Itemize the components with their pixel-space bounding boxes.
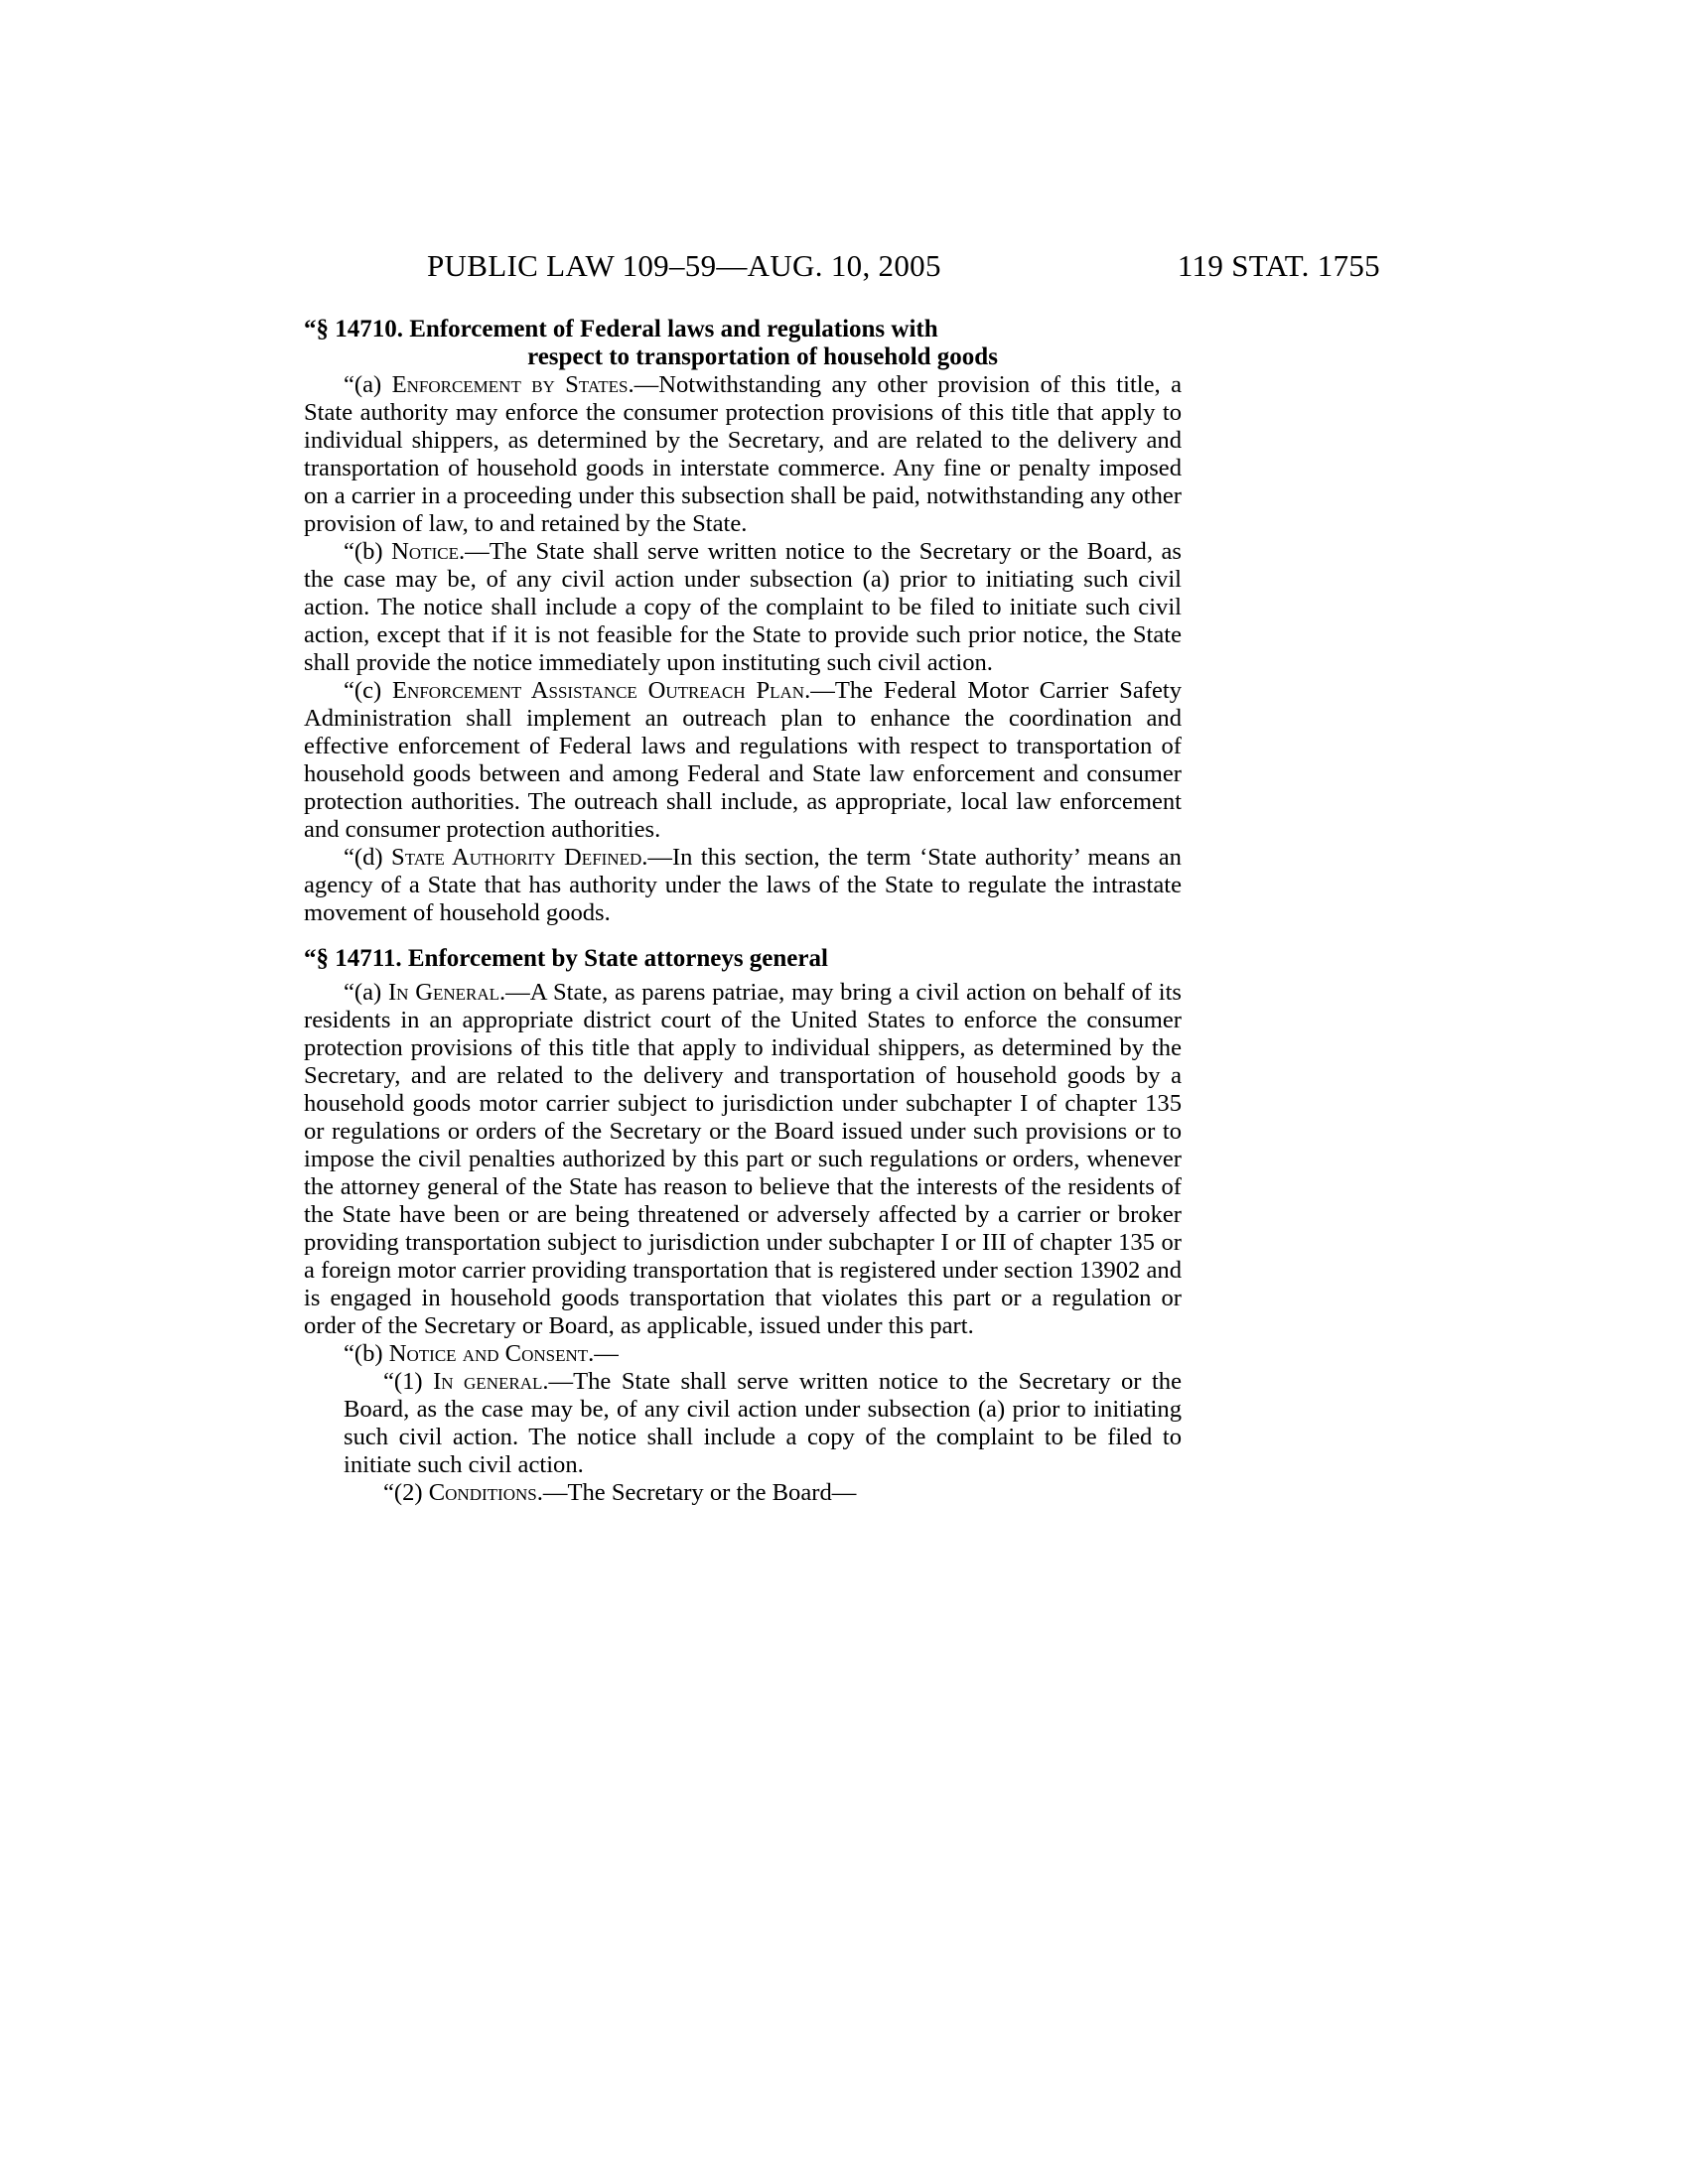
subsection-caption: In General xyxy=(387,979,500,1006)
section-14711-heading: “§ 14711. Enforcement by State attorneys general xyxy=(304,945,828,972)
section-14711-subsection-a xyxy=(304,979,1182,1340)
subsection-caption: Enforcement Assistance Outreach Plan xyxy=(392,677,805,704)
subsection-text: .—In this section, the term ‘State authority’ means an agency of a State that has authority under the laws of the State to regulate the intrastate movement of household goods. xyxy=(304,844,1182,926)
subsection-label: “(a) xyxy=(344,979,388,1006)
running-head: PUBLIC LAW 109–59—AUG. 10, 2005 xyxy=(427,248,941,283)
section-14710-heading-line1: “§ 14710. Enforcement of Federal laws and regulations with xyxy=(304,316,938,342)
subsection-text: .—A State, as parens patriae, may bring a civil action on behalf of its residents in an appropriate district court of the United States to enforce the consumer protection provisions of this title that apply to individual shippers, as determined by the Secretary, and are related to the delivery and transportation of household goods by a household goods motor carrier subject to jurisdiction under subchapter I of chapter 135 or regulations or orders of the Secretary or the Board issued under such provisions or to impose the civil penalties authorized by this part or such regulations or orders, whenever the attorney general of the State has reason to believe that the interests of the residents of the State have been or are being threatened or adversely affected by a carrier or broker providing transportation subject to jurisdiction under subchapter I or III of chapter 135 or a foreign motor carrier providing transportation that is registered under section 13902 and is engaged in household goods transportation that violates this part or a regulation or order of the Secretary or Board, as applicable, issued under this part. xyxy=(304,979,1182,1339)
paragraph-label: “(1) xyxy=(383,1368,434,1395)
subsection-text: .— xyxy=(588,1340,619,1367)
paragraph-text: .—The State shall serve written notice to the Secretary or the Board, as the case may be, of any civil action under subsection (a) prior to initiating such civil action. The notice shall include a copy of the complaint to be filed to initiate such civil action. xyxy=(344,1368,1182,1478)
section-14710-heading xyxy=(304,316,1182,371)
subsection-caption: Notice xyxy=(391,538,459,565)
paragraph-caption: In general xyxy=(433,1368,543,1395)
paragraph-text: .—The Secretary or the Board— xyxy=(536,1479,857,1506)
subsection-text: .—The Federal Motor Carrier Safety Administration shall implement an outreach plan to enhance the coordination and effective enforcement of Federal laws and regulations with respect to transportation of household goods between and among Federal and State law enforcement and consumer protection authorities. The outreach shall include, as appropriate, local law enforcement and consumer protection authorities. xyxy=(304,677,1182,843)
paragraph-label: “(2) xyxy=(383,1479,429,1506)
document-body xyxy=(304,316,1182,1507)
section-spacer xyxy=(304,927,1182,945)
subsection-text: .—The State shall serve written notice to the Secretary or the Board, as the case may be, of any civil action under subsection (a) prior to initiating such civil action. The notice shall include a copy of the complaint to be filed to initiate such civil action, except that if it is not feasible for the State to provide such prior notice, the State shall provide the notice immediately upon instituting such civil action. xyxy=(304,538,1182,676)
subsection-label: “(d) xyxy=(344,844,392,871)
statute-reference: 119 STAT. 1755 xyxy=(1177,248,1380,283)
section-14710-subsection-b xyxy=(304,538,1182,677)
section-14711-paragraph-b2 xyxy=(304,1479,1182,1507)
subsection-caption: State Authority Defined xyxy=(391,844,642,871)
subsection-label: “(c) xyxy=(344,677,393,704)
section-14711-subsection-b xyxy=(304,1340,1182,1368)
subsection-text: .—Notwithstanding any other provision of this title, a State authority may enforce the consumer protection provisions of this title that apply to individual shippers, as determined by the Secretary, and are related to the delivery and transportation of household goods in interstate commerce. Any fine or penalty imposed on a carrier in a proceeding under this subsection shall be paid, notwithstanding any other provision of law, to and retained by the State. xyxy=(304,371,1182,537)
page-header xyxy=(427,248,1380,288)
section-14710-heading-line2: respect to transportation of household goods xyxy=(527,343,998,370)
subsection-caption: Enforcement by States xyxy=(391,371,629,398)
subsection-caption: Notice and Consent xyxy=(388,1340,589,1367)
paragraph-caption: Conditions xyxy=(428,1479,537,1506)
section-14710-subsection-a xyxy=(304,371,1182,538)
subsection-label: “(b) xyxy=(344,538,392,565)
section-14710-subsection-c xyxy=(304,677,1182,844)
subsection-label: “(b) xyxy=(344,1340,389,1367)
section-14711-paragraph-b1 xyxy=(304,1368,1182,1479)
section-14710-subsection-d xyxy=(304,844,1182,927)
subsection-label: “(a) xyxy=(344,371,392,398)
